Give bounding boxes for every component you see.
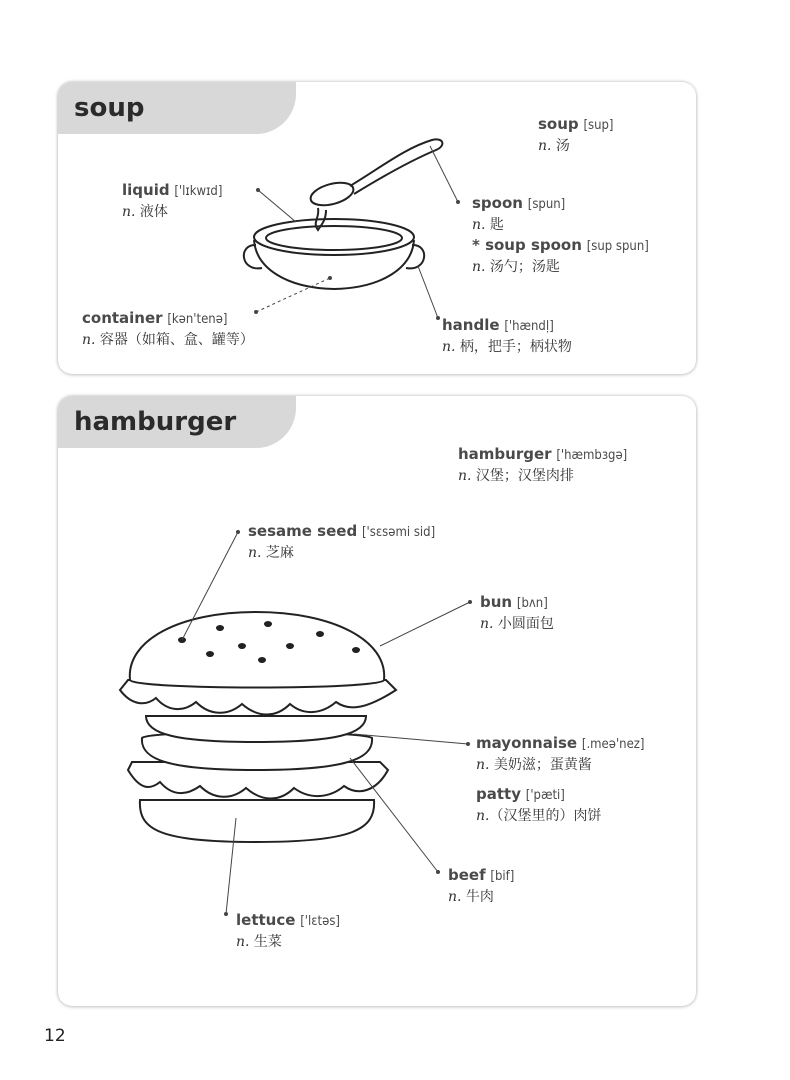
hamburger-card	[58, 396, 696, 1006]
term-word: spoon	[472, 194, 523, 212]
term-pos: n.	[236, 934, 250, 950]
term-definition: 汤	[555, 138, 570, 154]
term-pos: n.	[82, 332, 96, 348]
term-definition: 液体	[139, 204, 168, 220]
term-soup	[538, 114, 614, 156]
term-ipa: ['sɛsəmi sid]	[361, 525, 436, 540]
term-ipa: [sup spun]	[586, 239, 649, 254]
term-bun	[480, 592, 554, 634]
term-container	[82, 308, 254, 350]
term-ipa: [.meə'nez]	[581, 737, 645, 752]
term-definition: 柄，把手；柄状物	[459, 339, 572, 355]
page-number: 12	[44, 1026, 66, 1046]
term-patty	[476, 784, 601, 826]
term-liquid	[122, 180, 222, 222]
term-pos: n.	[476, 757, 490, 773]
term-pos: n.	[538, 138, 552, 154]
term-ipa: [bʌn]	[516, 596, 548, 611]
term-definition: 生菜	[253, 934, 282, 950]
term-spoon	[472, 193, 649, 277]
term-sesame-seed	[248, 521, 435, 563]
term-word: mayonnaise	[476, 734, 578, 752]
term-ipa: ['hæmbɜgə]	[556, 448, 628, 463]
term-ipa: [sup]	[583, 118, 614, 133]
term-ipa: [kən'tenə]	[167, 312, 228, 327]
term-definition: 牛肉	[465, 889, 494, 905]
term-definition: （汉堡里的）肉饼	[489, 808, 602, 824]
term-word: liquid	[122, 181, 170, 199]
term-ipa: ['pæti]	[525, 788, 565, 803]
term-word: container	[82, 309, 163, 327]
term-ipa: ['lɛtəs]	[300, 914, 340, 929]
term-word: patty	[476, 785, 521, 803]
term-definition: 匙	[489, 217, 504, 233]
term-definition: 芝麻	[265, 545, 294, 561]
term-ipa: ['hændḷ]	[504, 319, 554, 334]
term-pos: n.	[248, 545, 262, 561]
term-mayonnaise	[476, 733, 645, 775]
term-word: soup spoon	[485, 236, 582, 254]
term-definition: 汉堡；汉堡肉排	[475, 468, 574, 484]
term-ipa: [bif]	[490, 869, 515, 884]
term-hamburger	[458, 444, 627, 486]
term-handle	[442, 315, 572, 357]
term-definition: 美奶滋；蛋黄酱	[493, 757, 592, 773]
term-word: beef	[448, 866, 486, 884]
term-ipa: ['lɪkwɪd]	[174, 184, 223, 199]
term-beef	[448, 865, 514, 907]
soup-section-header: soup	[58, 82, 296, 134]
term-word: lettuce	[236, 911, 296, 929]
term-ipa: [spun]	[527, 197, 566, 212]
term-prefix: *	[472, 236, 486, 254]
term-lettuce	[236, 910, 340, 952]
term-word: soup	[538, 115, 579, 133]
term-pos: n.	[472, 217, 486, 233]
term-pos: n.	[472, 259, 486, 275]
term-pos: n.	[476, 808, 490, 824]
term-pos: n.	[448, 889, 462, 905]
term-word: bun	[480, 593, 513, 611]
term-pos: n.	[480, 616, 494, 632]
term-pos: n.	[442, 339, 456, 355]
term-word: sesame seed	[248, 522, 358, 540]
term-definition: 汤勺；汤匙	[489, 259, 560, 275]
term-pos: n.	[458, 468, 472, 484]
term-word: handle	[442, 316, 500, 334]
term-pos: n.	[122, 204, 136, 220]
term-definition: 小圆面包	[497, 616, 554, 632]
term-word: hamburger	[458, 445, 552, 463]
term-definition: 容器（如箱、盒、罐等）	[99, 332, 254, 348]
hamburger-section-header: hamburger	[58, 396, 296, 448]
